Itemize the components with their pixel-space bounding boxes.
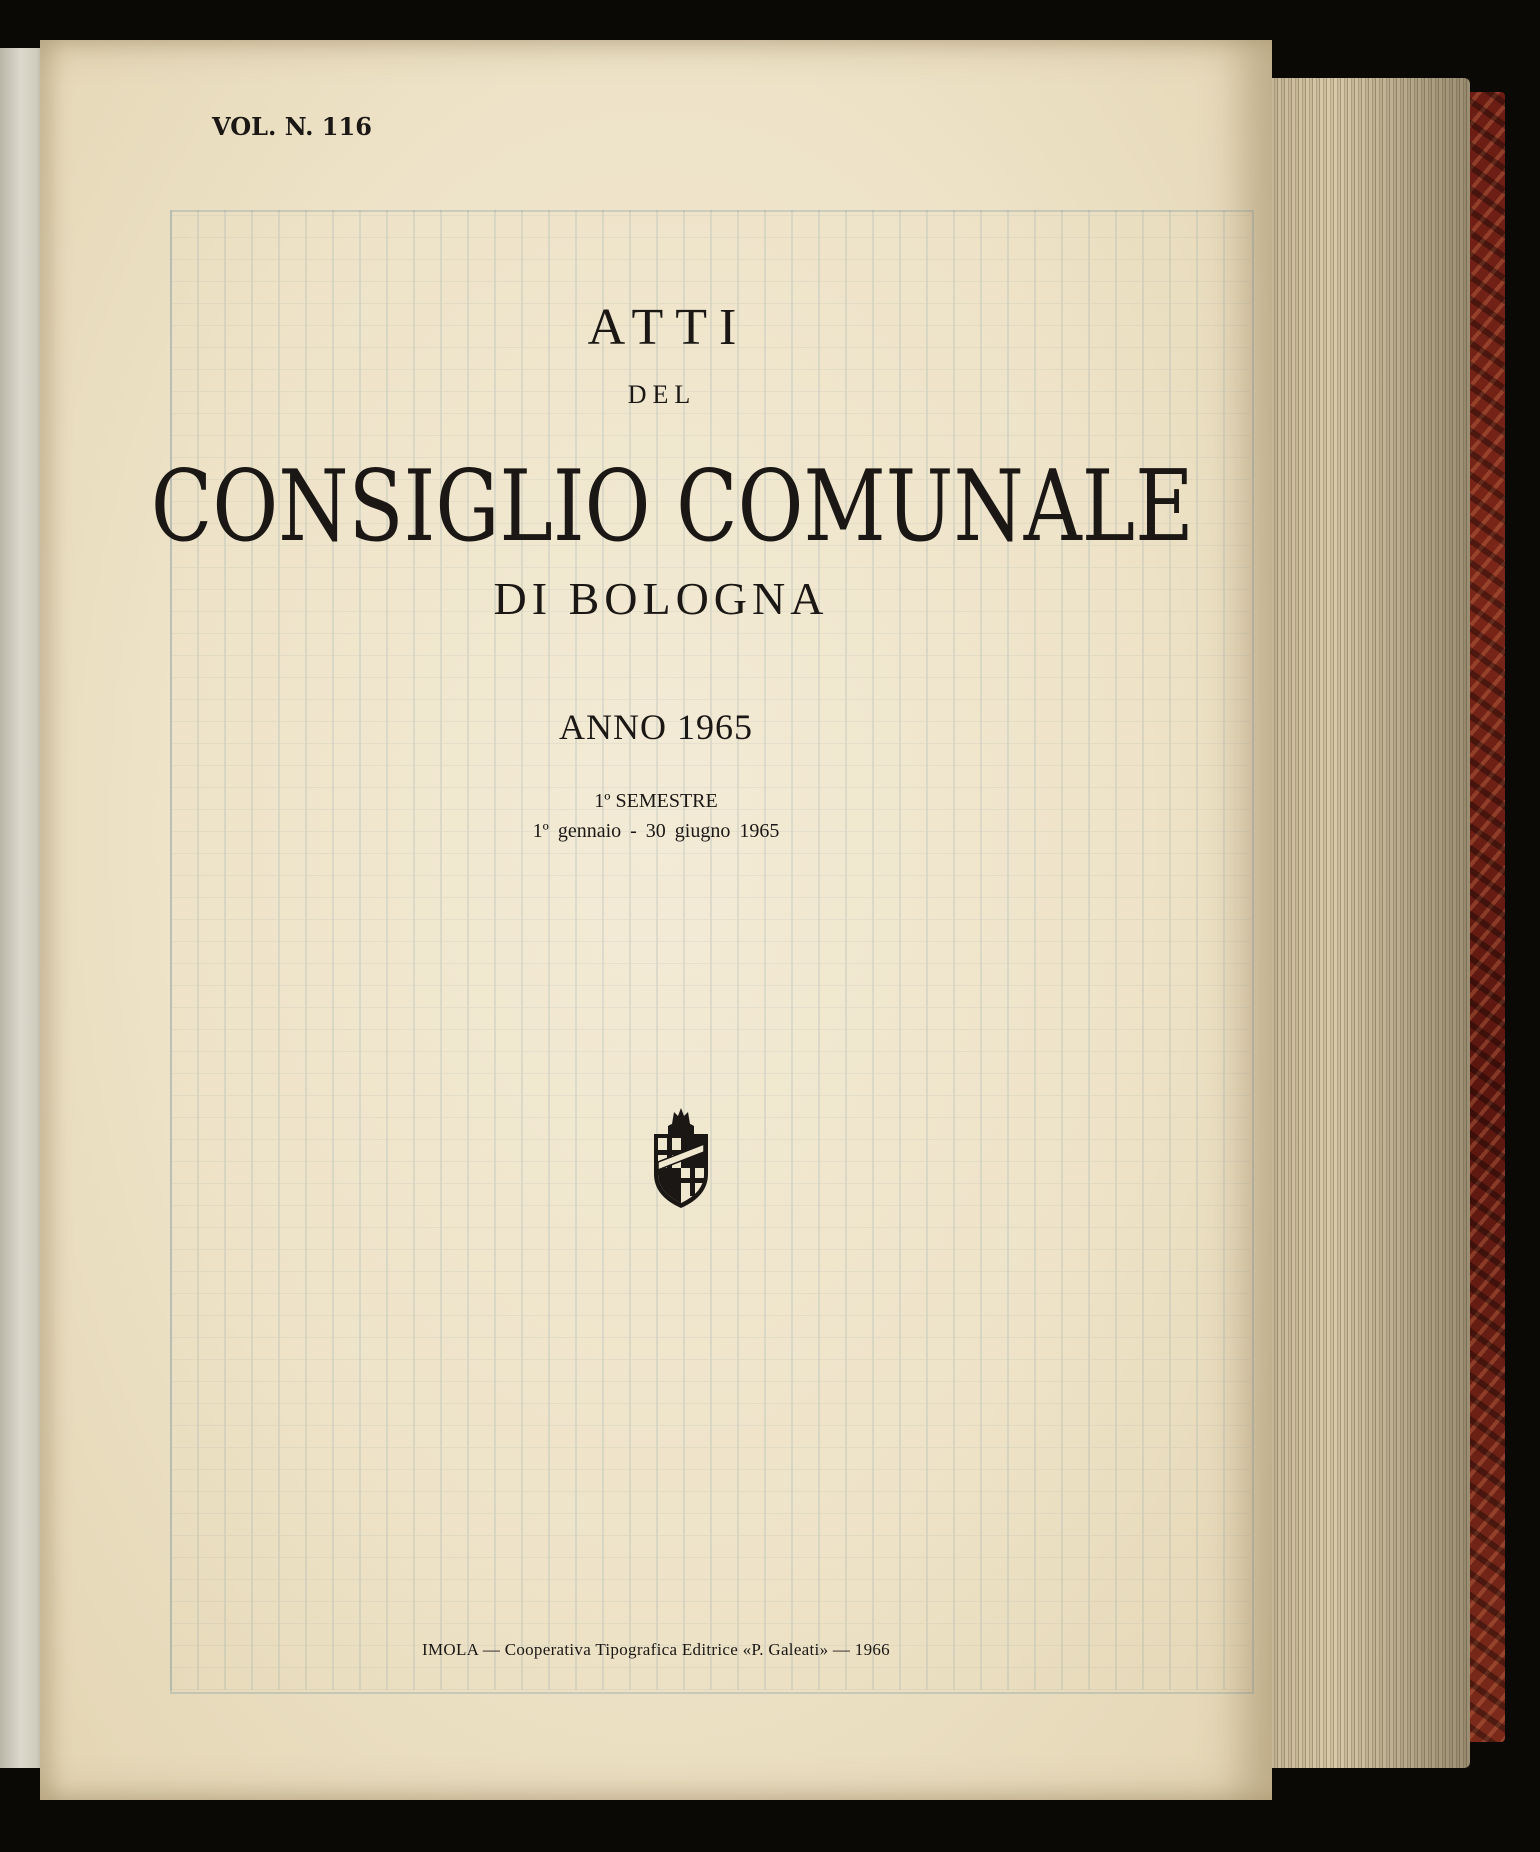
imprint-line: IMOLA — Cooperativa Tipografica Editrice «P. Galeati» — 1966 xyxy=(422,1640,890,1659)
bleed-through-frame xyxy=(170,210,1254,1694)
title-di-bologna: DI BOLOGNA xyxy=(493,573,829,624)
title-del: DEL xyxy=(627,380,697,409)
title-consiglio-comunale: CONSIGLIO COMUNALE xyxy=(150,450,1194,564)
date-range: 1º gennaio - 30 giugno 1965 xyxy=(532,820,780,842)
coat-of-arms-icon xyxy=(650,1104,712,1210)
title-atti: ATTI xyxy=(587,299,749,356)
title-page xyxy=(40,40,1272,1800)
year-label: ANNO 1965 xyxy=(559,707,753,747)
semester-label: 1º SEMESTRE xyxy=(594,790,718,812)
volume-label: VOL. N. 116 xyxy=(212,112,372,141)
